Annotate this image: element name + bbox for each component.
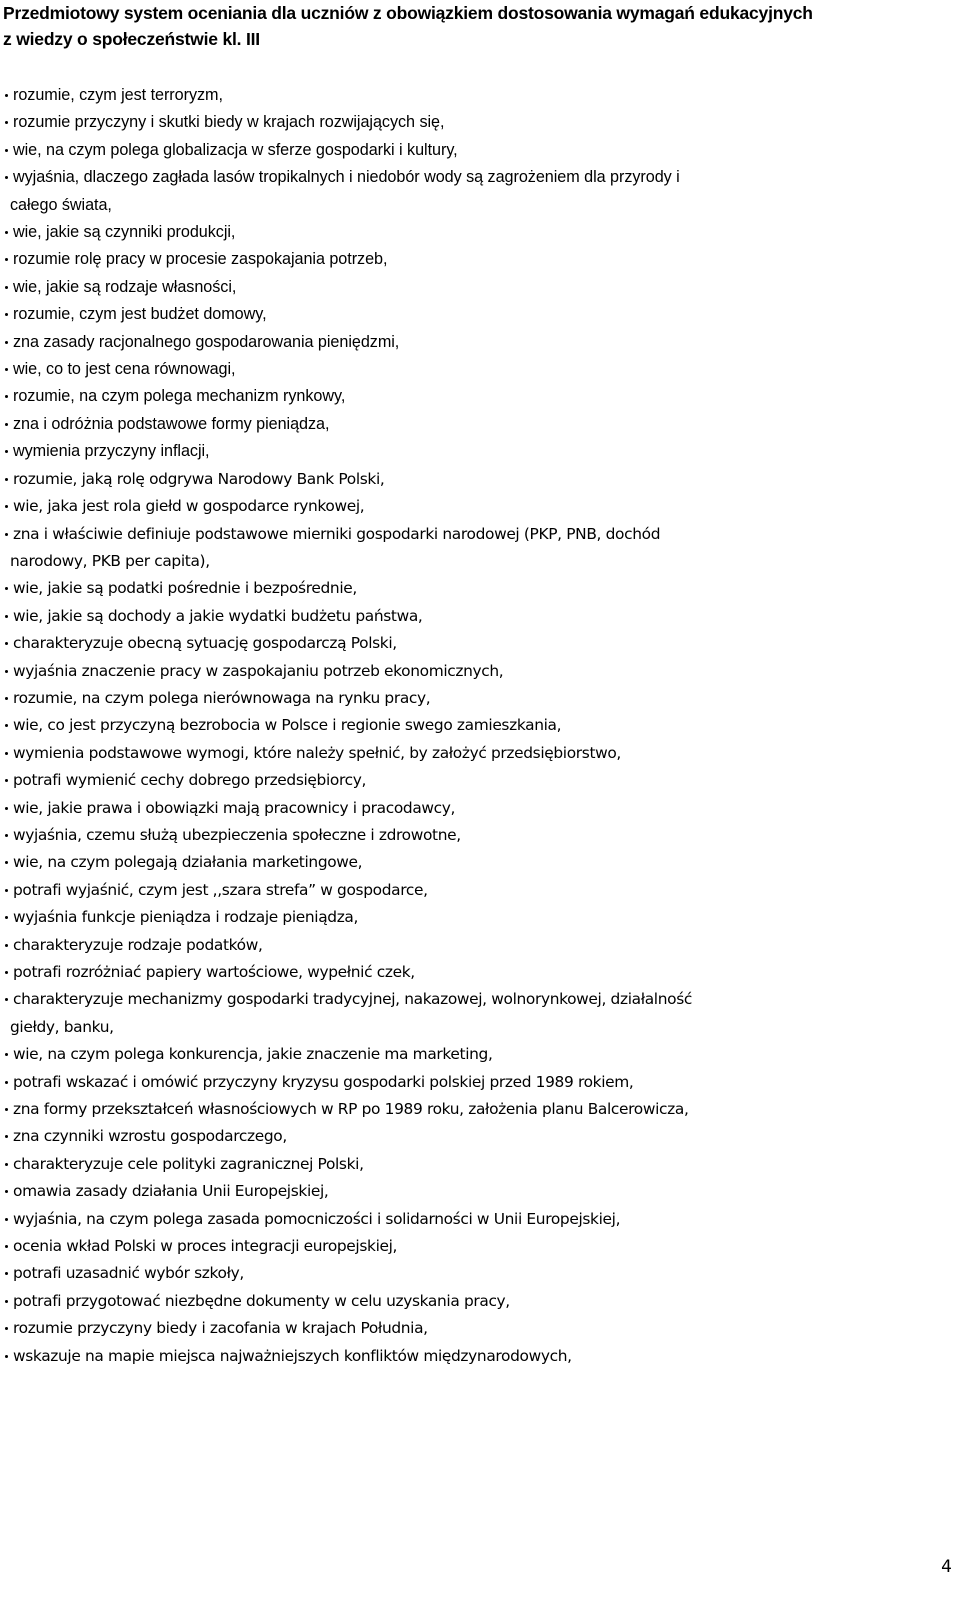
list-item-text: [0, 658, 950, 685]
list-item-text: [0, 301, 950, 328]
list-item-text: [0, 986, 950, 1041]
list-item-line: giełdy, banku,: [10, 1017, 114, 1036]
list-item: [0, 466, 950, 493]
list-item: [0, 521, 950, 576]
list-item-line: potrafi wymienić cechy dobrego przedsiębiorcy,: [13, 771, 367, 790]
list-item-line: wie, jakie są podatki pośrednie i bezpośrednie,: [13, 579, 357, 598]
list-item-text: [0, 959, 950, 986]
list-item: [0, 356, 950, 383]
list-item-line: wie, jakie są czynniki produkcji,: [13, 223, 236, 242]
list-item-text: [0, 82, 950, 109]
list-item-line: rozumie rolę pracy w procesie zaspokajania potrzeb,: [13, 250, 388, 269]
list-item-text: [0, 1343, 950, 1370]
list-item: [0, 164, 950, 219]
list-item-text: [0, 1151, 950, 1178]
list-item: [0, 246, 950, 273]
list-item: [0, 849, 950, 876]
list-item-text: [0, 493, 950, 520]
list-item-line: rozumie, na czym polega nierównowaga na rynku pracy,: [13, 688, 431, 707]
title-line-1: Przedmiotowy system oceniania dla uczniów z obowiązkiem dostosowania wymagań edukacyjnych: [3, 3, 813, 23]
list-item-text: [0, 932, 950, 959]
list-item: [0, 575, 950, 602]
list-item-text: [0, 383, 950, 410]
list-item-text: [0, 630, 950, 657]
list-item-line: wie, co to jest cena równowagi,: [13, 360, 236, 379]
list-item-line: wie, jakie prawa i obowiązki mają pracownicy i pracodawcy,: [13, 798, 456, 817]
list-item-text: [0, 164, 950, 219]
list-item: [0, 329, 950, 356]
list-item-text: [0, 466, 950, 493]
list-item-text: [0, 1206, 950, 1233]
list-item: [0, 383, 950, 410]
list-item-text: [0, 740, 950, 767]
list-item-line: wyjaśnia, na czym polega zasada pomocniczości i solidarności w Unii Europejskiej,: [13, 1209, 621, 1228]
list-item-line: wskazuje na mapie miejsca najważniejszych konfliktów międzynarodowych,: [13, 1346, 572, 1365]
list-item-text: [0, 1315, 950, 1342]
list-item-text: [0, 274, 950, 301]
requirements-list: [0, 82, 950, 1370]
list-item: [0, 1151, 950, 1178]
list-item: [0, 630, 950, 657]
list-item-text: [0, 109, 950, 136]
list-item: [0, 658, 950, 685]
list-item: [0, 959, 950, 986]
list-item: [0, 1123, 950, 1150]
list-item-line: narodowy, PKB per capita),: [10, 551, 210, 570]
list-item-line: rozumie, czym jest terroryzm,: [13, 86, 223, 104]
list-item-line: potrafi wskazać i omówić przyczyny kryzysu gospodarki polskiej przed 1989 rokiem,: [13, 1072, 634, 1091]
list-item: [0, 1315, 950, 1342]
list-item: [0, 767, 950, 794]
list-item: [0, 795, 950, 822]
list-item-text: [0, 712, 950, 739]
list-item: [0, 438, 950, 465]
list-item: [0, 1178, 950, 1205]
list-item-text: [0, 795, 950, 822]
list-item-line: wie, jakie są rodzaje własności,: [13, 277, 237, 296]
list-item-line: wie, na czym polega globalizacja w sferze gospodarki i kultury,: [13, 140, 458, 159]
list-item-line: potrafi przygotować niezbędne dokumenty w celu uzyskania pracy,: [13, 1291, 510, 1310]
title-line-2: z wiedzy o społeczeństwie kl. III: [3, 29, 260, 49]
list-item-line: charakteryzuje cele polityki zagranicznej Polski,: [13, 1154, 364, 1173]
list-item-text: [0, 1260, 950, 1287]
list-item: [0, 82, 950, 109]
list-item-text: [0, 1069, 950, 1096]
list-item: [0, 1206, 950, 1233]
list-item-text: [0, 411, 950, 438]
list-item-text: [0, 904, 950, 931]
list-item-line: wyjaśnia znaczenie pracy w zaspokajaniu potrzeb ekonomicznych,: [13, 661, 504, 680]
list-item-text: [0, 1096, 950, 1123]
list-item-line: rozumie, czym jest budżet domowy,: [13, 305, 267, 324]
list-item-line: wymienia podstawowe wymogi, które należy spełnić, by założyć przedsiębiorstwo,: [13, 743, 621, 762]
list-item-text: [0, 1178, 950, 1205]
list-item-text: [0, 1288, 950, 1315]
list-item-line: potrafi rozróżniać papiery wartościowe, wypełnić czek,: [13, 963, 415, 981]
list-item: [0, 1288, 950, 1315]
list-item-line: wie, na czym polegają działania marketingowe,: [13, 853, 363, 872]
list-item: [0, 822, 950, 849]
list-item-line: rozumie przyczyny biedy i zacofania w krajach Południa,: [13, 1319, 428, 1338]
document-title: [3, 0, 953, 52]
list-item-text: [0, 575, 950, 602]
list-item-text: [0, 685, 950, 712]
list-item-line: wie, jaka jest rola giełd w gospodarce rynkowej,: [13, 497, 365, 516]
list-item: [0, 493, 950, 520]
list-item-text: [0, 1123, 950, 1150]
list-item-text: [0, 1041, 950, 1068]
list-item-line: potrafi wyjaśnić, czym jest ,,szara strefa” w gospodarce,: [13, 880, 428, 899]
list-item-line: zna zasady racjonalnego gospodarowania pieniędzmi,: [13, 332, 400, 351]
list-item: [0, 1343, 950, 1370]
list-item-line: wyjaśnia, dlaczego zagłada lasów tropikalnych i niedobór wody są zagrożeniem dla przyrody i: [13, 168, 680, 187]
list-item-line: rozumie, jaką rolę odgrywa Narodowy Bank Polski,: [13, 469, 385, 488]
list-item: [0, 712, 950, 739]
list-item-line: całego świata,: [10, 195, 112, 214]
list-item: [0, 1260, 950, 1287]
list-item: [0, 1069, 950, 1096]
list-item: [0, 877, 950, 904]
list-item-text: [0, 849, 950, 876]
list-item: [0, 740, 950, 767]
list-item-line: wyjaśnia funkcje pieniądza i rodzaje pieniądza,: [13, 908, 359, 927]
list-item-line: wyjaśnia, czemu służą ubezpieczenia społeczne i zdrowotne,: [13, 825, 461, 844]
list-item-text: [0, 329, 950, 356]
list-item-text: [0, 603, 950, 630]
list-item-text: [0, 246, 950, 273]
list-item-line: zna i odróżnia podstawowe formy pieniądza,: [13, 414, 330, 433]
list-item: [0, 137, 950, 164]
list-item: [0, 411, 950, 438]
list-item: [0, 932, 950, 959]
list-item-text: [0, 822, 950, 849]
list-item-line: wie, na czym polega konkurencja, jakie znaczenie ma marketing,: [13, 1045, 493, 1064]
list-item-line: charakteryzuje rodzaje podatków,: [13, 935, 263, 954]
list-item-line: ocenia wkład Polski w proces integracji europejskiej,: [13, 1237, 398, 1256]
list-item-line: potrafi uzasadnić wybór szkoły,: [13, 1264, 244, 1283]
list-item: [0, 685, 950, 712]
list-item: [0, 219, 950, 246]
page-number: 4: [941, 1557, 952, 1577]
list-item-text: [0, 767, 950, 794]
list-item-text: [0, 219, 950, 246]
list-item: [0, 603, 950, 630]
list-item-line: zna formy przekształceń własnościowych w RP po 1989 roku, założenia planu Balcerowicza,: [13, 1100, 689, 1119]
list-item-text: [0, 438, 950, 465]
list-item-line: wie, jakie są dochody a jakie wydatki budżetu państwa,: [13, 606, 423, 625]
list-item: [0, 109, 950, 136]
list-item-line: wymienia przyczyny inflacji,: [13, 442, 210, 461]
list-item: [0, 986, 950, 1041]
list-item: [0, 1096, 950, 1123]
list-item-line: charakteryzuje mechanizmy gospodarki tradycyjnej, nakazowej, wolnorynkowej, działalność: [13, 990, 692, 1009]
list-item-text: [0, 521, 950, 576]
list-item-text: [0, 1233, 950, 1260]
list-item-line: omawia zasady działania Unii Europejskiej,: [13, 1182, 329, 1201]
list-item-line: wie, co jest przyczyną bezrobocia w Polsce i regionie swego zamieszkania,: [13, 716, 562, 735]
list-item-line: zna i właściwie definiuje podstawowe mierniki gospodarki narodowej (PKP, PNB, dochód: [13, 524, 661, 543]
list-item: [0, 301, 950, 328]
list-item-line: zna czynniki wzrostu gospodarczego,: [13, 1127, 287, 1146]
list-item: [0, 904, 950, 931]
list-item-text: [0, 356, 950, 383]
list-item-line: charakteryzuje obecną sytuację gospodarczą Polski,: [13, 634, 397, 653]
list-item-text: [0, 137, 950, 164]
list-item: [0, 274, 950, 301]
list-item-text: [0, 877, 950, 904]
list-item: [0, 1233, 950, 1260]
list-item-line: rozumie przyczyny i skutki biedy w krajach rozwijających się,: [13, 113, 445, 132]
list-item-line: rozumie, na czym polega mechanizm rynkowy,: [13, 387, 346, 406]
list-item: [0, 1041, 950, 1068]
